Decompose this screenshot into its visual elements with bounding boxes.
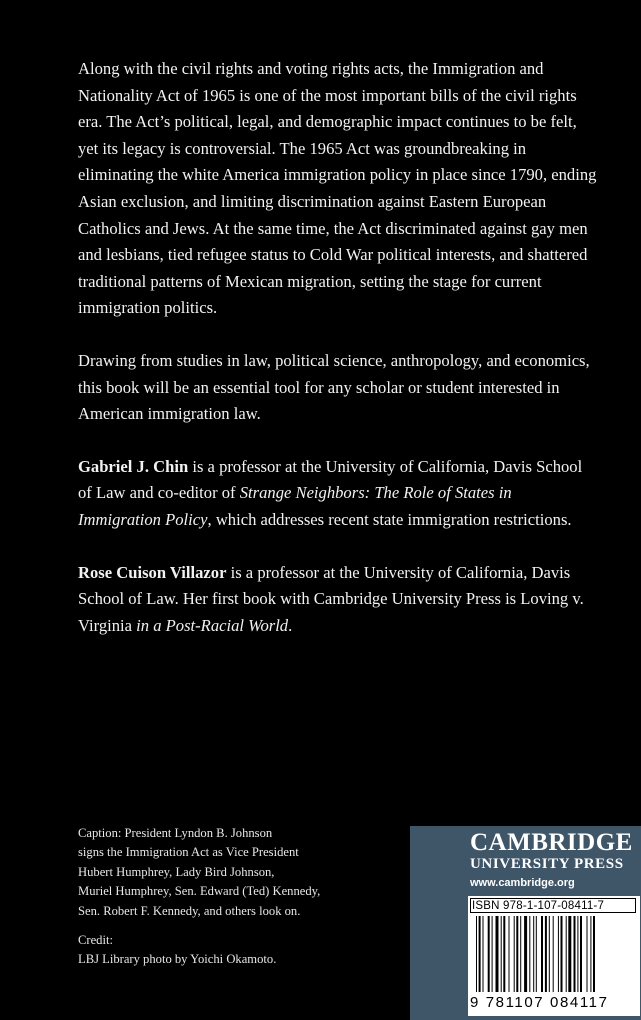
barcode-bar — [496, 916, 499, 992]
barcode-bar — [549, 916, 550, 992]
barcode-bar — [514, 916, 515, 992]
barcode-bar — [503, 916, 505, 992]
barcode-bar — [479, 916, 481, 992]
caption-line: Sen. Robert F. Kennedy, and others look on. — [78, 903, 301, 918]
barcode-bar — [580, 916, 582, 992]
barcode-bar — [561, 916, 563, 992]
barcode-box — [468, 896, 640, 1016]
credit-label: Credit: — [78, 933, 113, 948]
credit-text: LBJ Library photo by Yoichi Okamoto. — [78, 952, 277, 967]
barcode-bar — [545, 916, 547, 992]
barcode-bar — [536, 916, 537, 992]
photo-caption — [78, 824, 378, 980]
barcode-bar — [529, 916, 530, 992]
barcode-bar — [516, 916, 518, 992]
barcode-bar — [533, 916, 534, 992]
author-bio-text: is a professor at the University of California, Davis School of Law and co-editor of — [78, 456, 583, 503]
barcode-bar — [587, 916, 588, 992]
author-bio-text: , which addresses recent state immigration restrictions. — [207, 509, 572, 529]
book-title: in a Post-Racial World — [136, 615, 289, 635]
barcode-bar — [590, 916, 591, 992]
blurb-paragraph-2: Drawing from studies in law, political science, anthropology, and economics, this book will be an essential tool for any scholar or student interested in American immigration law. — [78, 350, 590, 424]
barcode-bar — [488, 916, 490, 992]
publisher-name: CAMBRIDGE — [470, 829, 633, 856]
barcode — [476, 916, 632, 996]
author-name: Rose Cuison Villazor — [78, 562, 227, 582]
caption-line: Hubert Humphrey, Lady Bird Johnson, — [78, 864, 275, 879]
barcode-bar — [492, 916, 493, 992]
barcode-bar — [558, 916, 559, 992]
caption-line: Muriel Humphrey, Sen. Edward (Ted) Kennedy, — [78, 884, 321, 899]
barcode-bar — [566, 916, 567, 992]
barcode-bar — [520, 916, 521, 992]
photo-credit — [78, 931, 378, 970]
barcode-bar — [593, 916, 595, 992]
blurb-paragraph-1: Along with the civil rights and voting rights acts, the Immigration and Nationality Act of 1965 is one of the most important bills of the civil rights era. The Act’s political, legal, and demographic impact continues to be felt, yet its legacy is controversial. The 1965 Act was groundbreaking in eliminating the white America immigration policy in place since 1790, ending Asian exclusion, and limiting discrimination against Eastern European Catholics and Jews. At the same time, the Act discriminated against gay men and lesbians, tied refugee status to Cold War political interests, and shattered traditional patterns of Mexican migration, setting the stage for current immigration politics. — [78, 59, 597, 318]
author-name: Gabriel J. Chin — [78, 456, 189, 476]
barcode-bar — [553, 916, 554, 992]
publisher-url: www.cambridge.org — [470, 877, 575, 889]
caption-line: Caption: President Lyndon B. Johnson — [78, 826, 273, 840]
barcode-bar — [577, 916, 578, 992]
barcode-bar — [524, 916, 527, 992]
barcode-bar — [568, 916, 571, 992]
caption-text — [78, 824, 378, 921]
publisher-subtitle: UNIVERSITY PRESS — [470, 856, 624, 872]
author-bio-chin — [78, 454, 598, 534]
barcode-digits: 9 781107 084117 — [470, 994, 609, 1011]
author-bio-text: . — [288, 615, 293, 635]
book-title: Strange Neighbors: The Role of States in Immigration Policy — [78, 483, 512, 529]
barcode-bar — [483, 916, 484, 992]
publisher-panel — [410, 826, 641, 1020]
isbn-label: ISBN 978-1-107-08411-7 — [472, 900, 605, 912]
author-bio-text: is a professor at the University of California, Davis School of Law. Her first book with Cambridge University Press is Loving v. Virginia — [78, 562, 584, 635]
barcode-bar — [574, 916, 576, 992]
caption-line: signs the Immigration Act as Vice President — [78, 845, 299, 860]
barcode-bar — [501, 916, 502, 992]
author-bio-villazor — [78, 560, 598, 640]
barcode-bar — [541, 916, 543, 992]
barcode-bar — [476, 916, 477, 992]
back-cover-blurb — [78, 56, 598, 665]
barcode-bar — [509, 916, 510, 992]
